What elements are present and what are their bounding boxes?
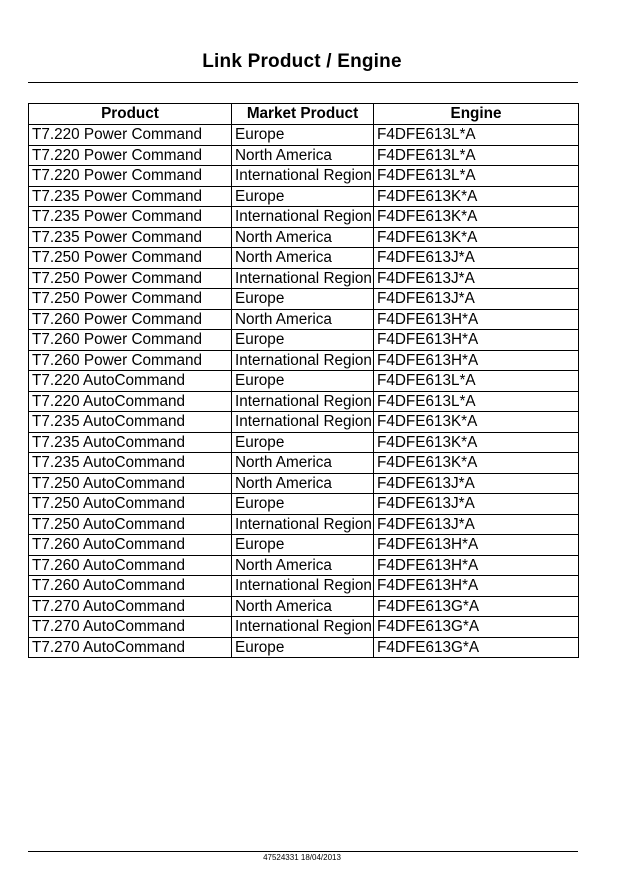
cell-product: T7.250 AutoCommand	[29, 514, 232, 535]
cell-engine: F4DFE613K*A	[374, 186, 579, 207]
table-row	[29, 125, 579, 146]
cell-engine: F4DFE613L*A	[374, 125, 579, 146]
cell-market-product: International Region	[232, 576, 374, 597]
table-row	[29, 391, 579, 412]
table-row	[29, 309, 579, 330]
cell-market-product: Europe	[232, 125, 374, 146]
cell-engine: F4DFE613H*A	[374, 350, 579, 371]
cell-market-product: North America	[232, 596, 374, 617]
cell-market-product: North America	[232, 227, 374, 248]
cell-engine: F4DFE613K*A	[374, 412, 579, 433]
cell-engine: F4DFE613J*A	[374, 494, 579, 515]
cell-market-product: International Region	[232, 391, 374, 412]
cell-product: T7.220 AutoCommand	[29, 391, 232, 412]
cell-product: T7.260 Power Command	[29, 330, 232, 351]
table-row	[29, 637, 579, 658]
table-row	[29, 145, 579, 166]
cell-engine: F4DFE613K*A	[374, 207, 579, 228]
cell-market-product: International Region	[232, 207, 374, 228]
cell-engine: F4DFE613K*A	[374, 453, 579, 474]
cell-engine: F4DFE613H*A	[374, 555, 579, 576]
cell-market-product: International Region	[232, 350, 374, 371]
cell-product: T7.250 Power Command	[29, 289, 232, 310]
document-footer: 47524331 18/04/2013	[263, 853, 341, 862]
table-header-row	[29, 104, 579, 125]
cell-market-product: Europe	[232, 186, 374, 207]
table-row	[29, 330, 579, 351]
cell-product: T7.250 Power Command	[29, 268, 232, 289]
cell-product: T7.250 Power Command	[29, 248, 232, 269]
table-row	[29, 576, 579, 597]
table-row	[29, 473, 579, 494]
cell-product: T7.220 Power Command	[29, 145, 232, 166]
cell-market-product: Europe	[232, 535, 374, 556]
cell-engine: F4DFE613L*A	[374, 371, 579, 392]
cell-engine: F4DFE613H*A	[374, 576, 579, 597]
table-row	[29, 350, 579, 371]
cell-product: T7.260 AutoCommand	[29, 555, 232, 576]
cell-engine: F4DFE613G*A	[374, 637, 579, 658]
table-row	[29, 494, 579, 515]
table-row	[29, 596, 579, 617]
cell-product: T7.235 AutoCommand	[29, 412, 232, 433]
cell-product: T7.270 AutoCommand	[29, 637, 232, 658]
product-engine-table	[28, 103, 579, 658]
footer-divider	[28, 851, 578, 852]
cell-engine: F4DFE613K*A	[374, 432, 579, 453]
cell-engine: F4DFE613K*A	[374, 227, 579, 248]
column-header-market-product: Market Product	[232, 104, 374, 125]
table-row	[29, 432, 579, 453]
cell-market-product: Europe	[232, 371, 374, 392]
cell-market-product: Europe	[232, 637, 374, 658]
table-row	[29, 514, 579, 535]
cell-product: T7.270 AutoCommand	[29, 596, 232, 617]
cell-product: T7.235 Power Command	[29, 186, 232, 207]
table-row	[29, 186, 579, 207]
cell-market-product: North America	[232, 248, 374, 269]
table-row	[29, 166, 579, 187]
cell-product: T7.235 AutoCommand	[29, 432, 232, 453]
table-row	[29, 412, 579, 433]
cell-engine: F4DFE613G*A	[374, 617, 579, 638]
table-row	[29, 617, 579, 638]
cell-product: T7.260 Power Command	[29, 309, 232, 330]
title-divider	[28, 82, 578, 83]
table-row	[29, 555, 579, 576]
table-row	[29, 207, 579, 228]
cell-product: T7.220 Power Command	[29, 125, 232, 146]
table-row	[29, 268, 579, 289]
cell-market-product: International Region	[232, 268, 374, 289]
cell-product: T7.260 Power Command	[29, 350, 232, 371]
cell-market-product: North America	[232, 473, 374, 494]
cell-market-product: North America	[232, 145, 374, 166]
cell-market-product: International Region	[232, 412, 374, 433]
cell-product: T7.235 AutoCommand	[29, 453, 232, 474]
cell-market-product: Europe	[232, 330, 374, 351]
cell-engine: F4DFE613H*A	[374, 309, 579, 330]
table-row	[29, 453, 579, 474]
cell-market-product: North America	[232, 555, 374, 576]
cell-market-product: Europe	[232, 494, 374, 515]
cell-engine: F4DFE613J*A	[374, 289, 579, 310]
table-row	[29, 371, 579, 392]
cell-product: T7.235 Power Command	[29, 207, 232, 228]
cell-engine: F4DFE613J*A	[374, 514, 579, 535]
table-row	[29, 227, 579, 248]
cell-engine: F4DFE613L*A	[374, 145, 579, 166]
cell-engine: F4DFE613H*A	[374, 535, 579, 556]
table-row	[29, 248, 579, 269]
cell-product: T7.260 AutoCommand	[29, 576, 232, 597]
cell-market-product: Europe	[232, 289, 374, 310]
cell-market-product: International Region	[232, 514, 374, 535]
cell-product: T7.250 AutoCommand	[29, 473, 232, 494]
cell-product: T7.250 AutoCommand	[29, 494, 232, 515]
cell-market-product: North America	[232, 453, 374, 474]
cell-market-product: North America	[232, 309, 374, 330]
cell-product: T7.220 Power Command	[29, 166, 232, 187]
column-header-engine: Engine	[374, 104, 579, 125]
cell-engine: F4DFE613J*A	[374, 473, 579, 494]
column-header-product: Product	[29, 104, 232, 125]
cell-engine: F4DFE613L*A	[374, 391, 579, 412]
cell-product: T7.270 AutoCommand	[29, 617, 232, 638]
table-row	[29, 535, 579, 556]
cell-engine: F4DFE613G*A	[374, 596, 579, 617]
cell-engine: F4DFE613L*A	[374, 166, 579, 187]
cell-market-product: Europe	[232, 432, 374, 453]
cell-product: T7.235 Power Command	[29, 227, 232, 248]
page-title: Link Product / Engine	[202, 51, 402, 72]
cell-engine: F4DFE613J*A	[374, 248, 579, 269]
cell-engine: F4DFE613J*A	[374, 268, 579, 289]
cell-product: T7.220 AutoCommand	[29, 371, 232, 392]
cell-market-product: International Region	[232, 617, 374, 638]
table-row	[29, 289, 579, 310]
cell-engine: F4DFE613H*A	[374, 330, 579, 351]
cell-product: T7.260 AutoCommand	[29, 535, 232, 556]
cell-market-product: International Region	[232, 166, 374, 187]
